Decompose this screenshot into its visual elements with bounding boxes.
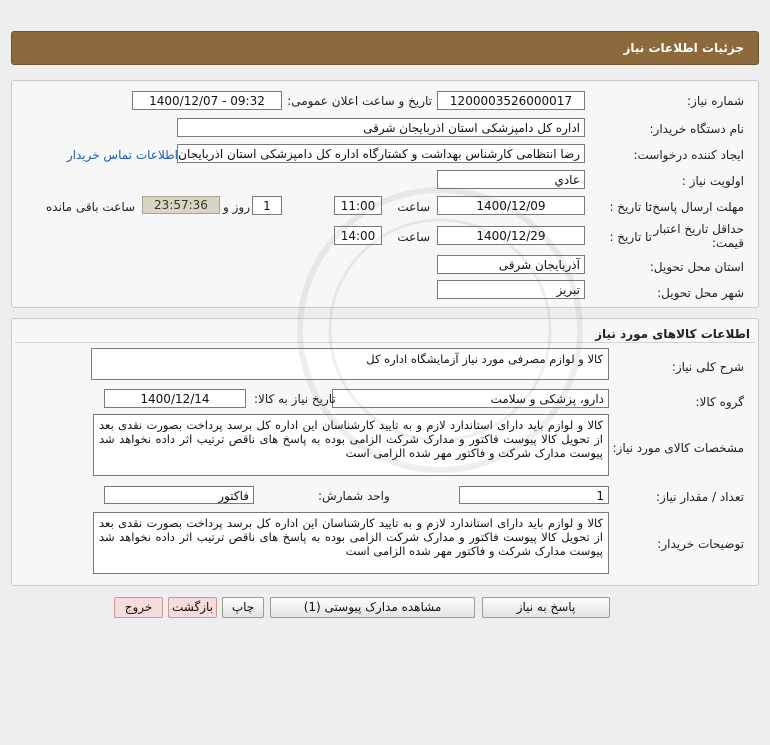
days-label: روز و <box>223 200 250 214</box>
goods-group-label: گروه کالا: <box>695 395 744 409</box>
validity-to-date-label: تا تاریخ : <box>609 230 652 244</box>
send-deadline-time-label: ساعت <box>397 200 430 214</box>
goods-section-title: اطلاعات کالاهای مورد نیاز <box>595 327 750 341</box>
remaining-days-field: 1 <box>252 196 282 215</box>
requester-field: رضا انتظامی کارشناس بهداشت و کشتارگاه اداره کل دامپزشکی استان اذربایجان <box>177 144 585 163</box>
announce-datetime-field: 1400/12/07 - 09:32 <box>132 91 282 110</box>
quantity-field: 1 <box>459 486 609 504</box>
unit-field: فاکتور <box>104 486 254 504</box>
validity-time-label: ساعت <box>397 230 430 244</box>
province-field: آذربایجان شرقی <box>437 255 585 274</box>
validity-label-line2: قیمت: <box>711 236 744 250</box>
buyer-notes-label: توضیحات خریدار: <box>657 537 744 551</box>
goods-group-field: دارو، پزشکی و سلامت <box>332 389 609 408</box>
buyer-org-label: نام دستگاه خریدار: <box>649 122 744 136</box>
send-deadline-time-field: 11:00 <box>334 196 382 215</box>
unit-label: واحد شمارش: <box>318 489 390 503</box>
requester-label: ایجاد کننده درخواست: <box>633 148 744 162</box>
view-attachments-button[interactable]: مشاهده مدارک پیوستی (1) <box>270 597 475 618</box>
validity-time-field: 14:00 <box>334 226 382 245</box>
exit-button[interactable]: خروج <box>114 597 163 618</box>
remaining-time-counter: 23:57:36 <box>142 196 220 214</box>
send-deadline-date-field: 1400/12/09 <box>437 196 585 215</box>
city-label: شهر محل تحویل: <box>657 286 744 300</box>
specs-box: کالا و لوازم باید دارای استاندارد لازم و به تایید کارشناسان این اداره کل برسد پرداخت بصورت نقدی بعد از تحویل کالا پیوست فاکتور و مدارک شرکت الزامی بوده به پاسخ های ناقص ترتیب اثر داده نخواهد شد پیوست مدارک شرکت و فاکتور مهر شده الزامی است <box>93 414 609 476</box>
general-desc-box: کالا و لوازم مصرفی مورد نیاز آزمایشگاه اداره کل <box>91 348 609 380</box>
city-field: تبریز <box>437 280 585 299</box>
quantity-label: تعداد / مقدار نیاز: <box>656 490 744 504</box>
need-date-label: تاریخ نیاز به کالا: <box>254 392 336 406</box>
priority-field: عادي <box>437 170 585 189</box>
specs-label: مشخصات کالای مورد نیاز: <box>612 441 744 455</box>
remaining-time-label: ساعت باقی مانده <box>46 200 136 214</box>
back-button[interactable]: بازگشت <box>168 597 217 618</box>
need-date-field: 1400/12/14 <box>104 389 246 408</box>
validity-date-field: 1400/12/29 <box>437 226 585 245</box>
page-title: جزئیات اطلاعات نیاز <box>623 41 744 55</box>
send-deadline-to-date-label: تا تاریخ : <box>609 200 652 214</box>
priority-label: اولویت نیاز : <box>681 174 744 188</box>
general-desc-label: شرح کلی نیاز: <box>671 360 744 374</box>
need-number-label: شماره نیاز: <box>687 94 744 108</box>
page-header <box>11 31 759 65</box>
buyer-contact-link[interactable]: اطلاعات تماس خریدار <box>66 148 178 162</box>
buyer-notes-box: کالا و لوازم باید دارای استاندارد لازم و به تایید کارشناسان این اداره کل برسد پرداخت بصورت نقدی بعد از تحویل کالا پیوست فاکتور و مدارک شرکت الزامی بوده به پاسخ های ناقص ترتیب اثر داده نخواهد شد پیوست مدارک شرکت و فاکتور مهر شده الزامی است <box>93 512 609 574</box>
reply-to-need-button[interactable]: پاسخ به نیاز <box>482 597 610 618</box>
announce-datetime-label: تاریخ و ساعت اعلان عمومی: <box>287 94 432 108</box>
send-deadline-label: مهلت ارسال پاسخ: <box>648 200 744 214</box>
need-number-field: 1200003526000017 <box>437 91 585 110</box>
province-label: استان محل تحویل: <box>649 260 744 274</box>
validity-label-line1: حداقل تاریخ اعتبار <box>653 222 744 236</box>
need-info-panel <box>11 80 759 308</box>
section-divider <box>15 342 755 343</box>
buyer-org-field: اداره کل دامپزشکی استان اذربایجان شرقی <box>177 118 585 137</box>
print-button[interactable]: چاپ <box>222 597 264 618</box>
